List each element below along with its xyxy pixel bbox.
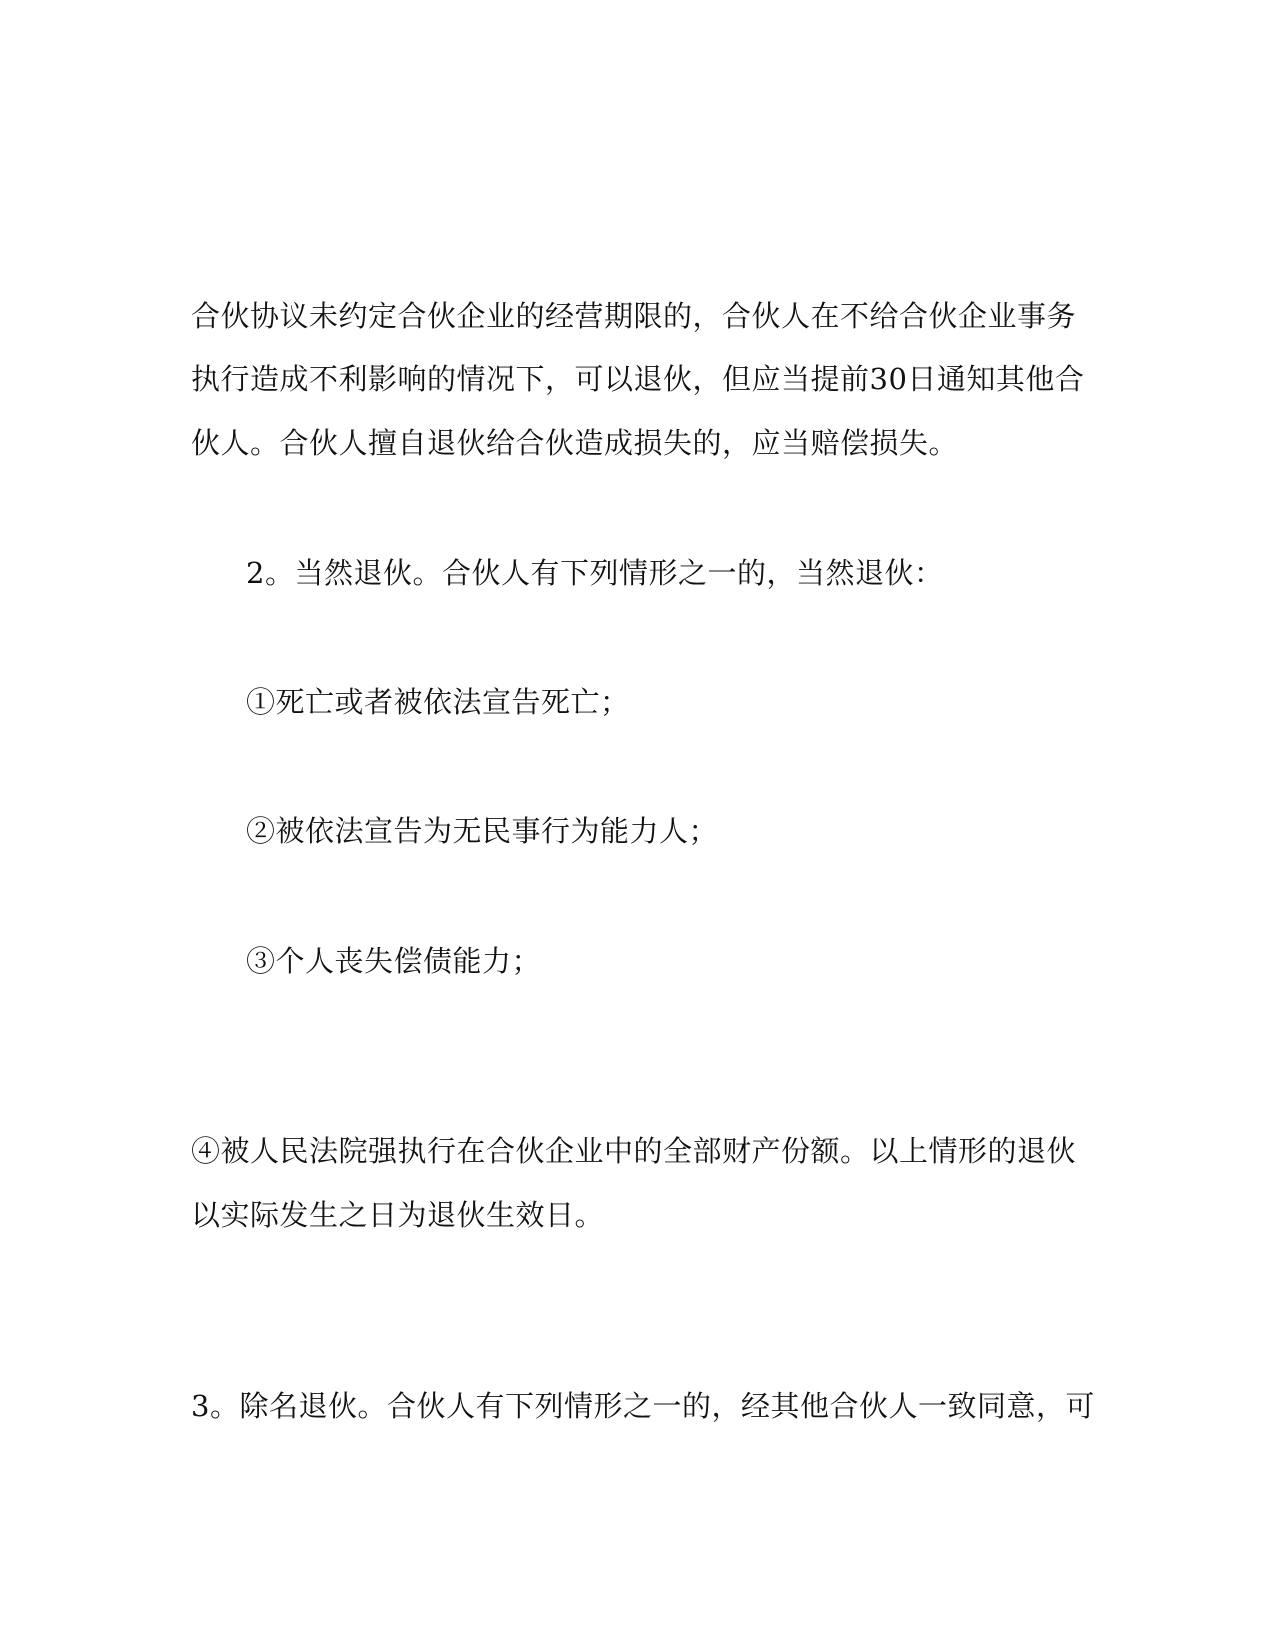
paragraph-line: 以实际发生之日为退伙生效日。 — [191, 1198, 605, 1232]
paragraph-line: 伙人。合伙人擅自退伙给合伙造成损失的，应当赔偿损失。 — [191, 426, 959, 460]
list-item: ①死亡或者被依法宣告死亡； — [246, 685, 630, 719]
section-heading-3: 3。除名退伙。合伙人有下列情形之一的，经其他合伙人一致同意，可 — [191, 1389, 1095, 1423]
paragraph-line: 合伙协议未约定合伙企业的经营期限的，合伙人在不给合伙企业事务 — [191, 299, 1077, 333]
list-item: ③个人丧失偿债能力； — [246, 944, 542, 978]
list-item: ②被依法宣告为无民事行为能力人； — [246, 814, 719, 848]
section-heading-2: 2。当然退伙。合伙人有下列情形之一的，当然退伙： — [246, 556, 944, 590]
paragraph-line: 执行造成不利影响的情况下，可以退伙，但应当提前30日通知其他合 — [191, 362, 1085, 396]
paragraph-line: ④被人民法院强执行在合伙企业中的全部财产份额。以上情形的退伙 — [191, 1134, 1077, 1168]
